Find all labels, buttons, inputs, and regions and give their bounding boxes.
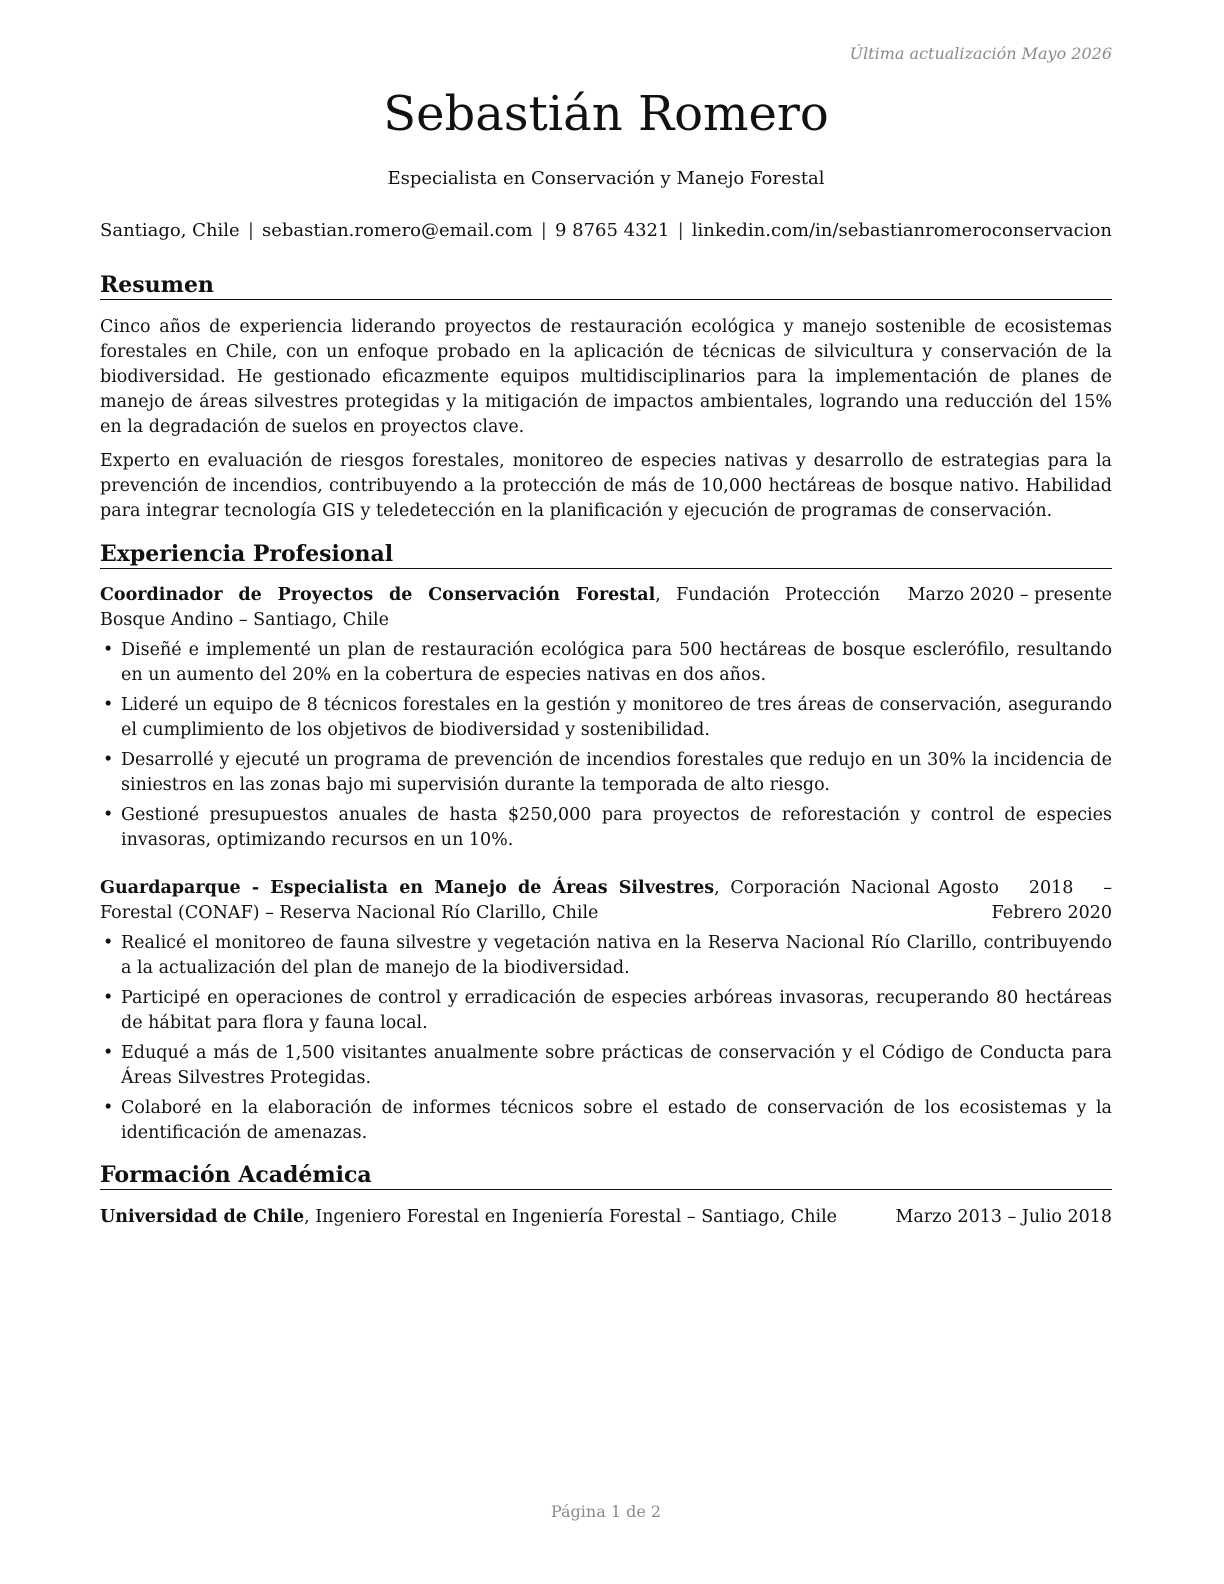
job-header <box>100 583 1112 633</box>
contact-location: Santiago, Chile <box>100 220 240 241</box>
bullet-icon: • <box>103 1043 114 1063</box>
job-dates: Agosto 2018 – Febrero 2020 <box>938 878 1112 923</box>
contact-phone: 9 8765 4321 <box>554 220 670 241</box>
job-organization: , Corporación Nacional Forestal (CONAF) – Reserva Nacional Río Clarillo, Chile <box>100 878 930 923</box>
bullet-icon: • <box>103 805 114 825</box>
education-row <box>100 1205 1112 1230</box>
job-organization: , Fundación Protección Bosque Andino – Santiago, Chile <box>100 585 880 630</box>
list-item <box>100 1041 1112 1091</box>
list-item <box>100 986 1112 1036</box>
bullet-text: Realicé el monitoreo de fauna silvestre y vegetación nativa en la Reserva Nacional Río Clarillo, contribuyendo a la actualización del plan de manejo de la biodiversidad. <box>121 933 1112 978</box>
job-header <box>100 876 1112 926</box>
bullet-text: Lideré un equipo de 8 técnicos forestales en la gestión y monitoreo de tres áreas de conservación, asegurando el cumplimiento de los objetivos de biodiversidad y sostenibilidad. <box>121 695 1112 740</box>
bullet-icon: • <box>103 933 114 953</box>
list-item <box>100 638 1112 688</box>
list-item <box>100 803 1112 853</box>
contact-separator: | <box>247 220 254 241</box>
bullet-icon: • <box>103 1098 114 1118</box>
bullet-text: Colaboré en la elaboración de informes técnicos sobre el estado de conservación de los ecosistemas y la identificación de amenazas. <box>121 1098 1112 1143</box>
job-role: Guardaparque - Especialista en Manejo de Áreas Silvestres <box>100 878 715 898</box>
summary-paragraph: Cinco años de experiencia liderando proyectos de restauración ecológica y manejo sostenible de ecosistemas forestales en Chile, con un enfoque probado en la aplicación de técnicas de silvicultura y conservación de la biodiversidad. He gestionado eficazmente equipos multidisciplinarios para la implementación de planes de manejo de áreas silvestres protegidas y la mitigación de impactos ambientales, logrando una reducción del 15% en la degradación de suelos en proyectos clave. <box>100 317 1112 437</box>
candidate-tagline: Especialista en Conservación y Manejo Forestal <box>387 168 825 189</box>
candidate-name: Sebastián Romero <box>383 86 829 142</box>
list-item <box>100 748 1112 798</box>
bullet-text: Eduqué a más de 1,500 visitantes anualmente sobre prácticas de conservación y el Código de Conducta para Áreas Silvestres Protegidas. <box>121 1043 1112 1088</box>
contact-separator: | <box>540 220 547 241</box>
list-item <box>100 1096 1112 1146</box>
job-bullets <box>100 931 1112 1151</box>
education-degree: , Ingeniero Forestal en Ingeniería Forestal – Santiago, Chile <box>304 1207 838 1227</box>
bullet-text: Gestioné presupuestos anuales de hasta $250,000 para proyectos de reforestación y control de especies invasoras, optimizando recursos en un 10%. <box>121 805 1112 850</box>
section-title-education: Formación Académica <box>100 1161 1112 1190</box>
job-title-line <box>100 583 880 633</box>
section-title-experience: Experiencia Profesional <box>100 540 1112 569</box>
last-updated: Última actualización Mayo 2026 <box>849 44 1112 63</box>
resume-page <box>100 0 1112 1584</box>
job-title-line <box>100 876 930 926</box>
education-school: Universidad de Chile <box>100 1207 305 1227</box>
section-title-summary: Resumen <box>100 271 1112 300</box>
summary-paragraph: Experto en evaluación de riesgos forestales, monitoreo de especies nativas y desarrollo de estrategias para la prevención de incendios, contribuyendo a la protección de más de 10,000 hectáreas de bosque nativo. Habilidad para integrar tecnología GIS y teledetección en la planificación y ejecución de programas de conservación. <box>100 451 1112 521</box>
job-bullets <box>100 638 1112 858</box>
bullet-icon: • <box>103 695 114 715</box>
bullet-text: Participé en operaciones de control y erradicación de especies arbóreas invasoras, recuperando 80 hectáreas de hábitat para flora y fauna local. <box>121 988 1112 1033</box>
list-item <box>100 931 1112 981</box>
job-role: Coordinador de Proyectos de Conservación Forestal <box>100 585 656 605</box>
bullet-text: Desarrollé y ejecuté un programa de prevención de incendios forestales que redujo en un 30% la incidencia de siniestros en las zonas bajo mi supervisión durante la temporada de alto riesgo. <box>121 750 1112 795</box>
education-dates: Marzo 2013 – Julio 2018 <box>895 1207 1112 1227</box>
contact-separator: | <box>677 220 684 241</box>
bullet-text: Diseñé e implementé un plan de restauración ecológica para 500 hectáreas de bosque esclerófilo, resultando en un aumento del 20% en la cobertura de especies nativas en dos años. <box>121 640 1112 685</box>
bullet-icon: • <box>103 640 114 660</box>
education-institution-line <box>100 1205 837 1230</box>
contact-email[interactable]: sebastian.romero@email.com <box>261 220 533 241</box>
contact-line <box>100 220 1112 241</box>
bullet-icon: • <box>103 988 114 1008</box>
job-dates: Marzo 2020 – presente <box>907 585 1112 605</box>
bullet-icon: • <box>103 750 114 770</box>
page-number: Página 1 de 2 <box>550 1502 662 1521</box>
list-item <box>100 693 1112 743</box>
contact-linkedin[interactable]: linkedin.com/in/sebastianromeroconservacion <box>691 220 1112 241</box>
